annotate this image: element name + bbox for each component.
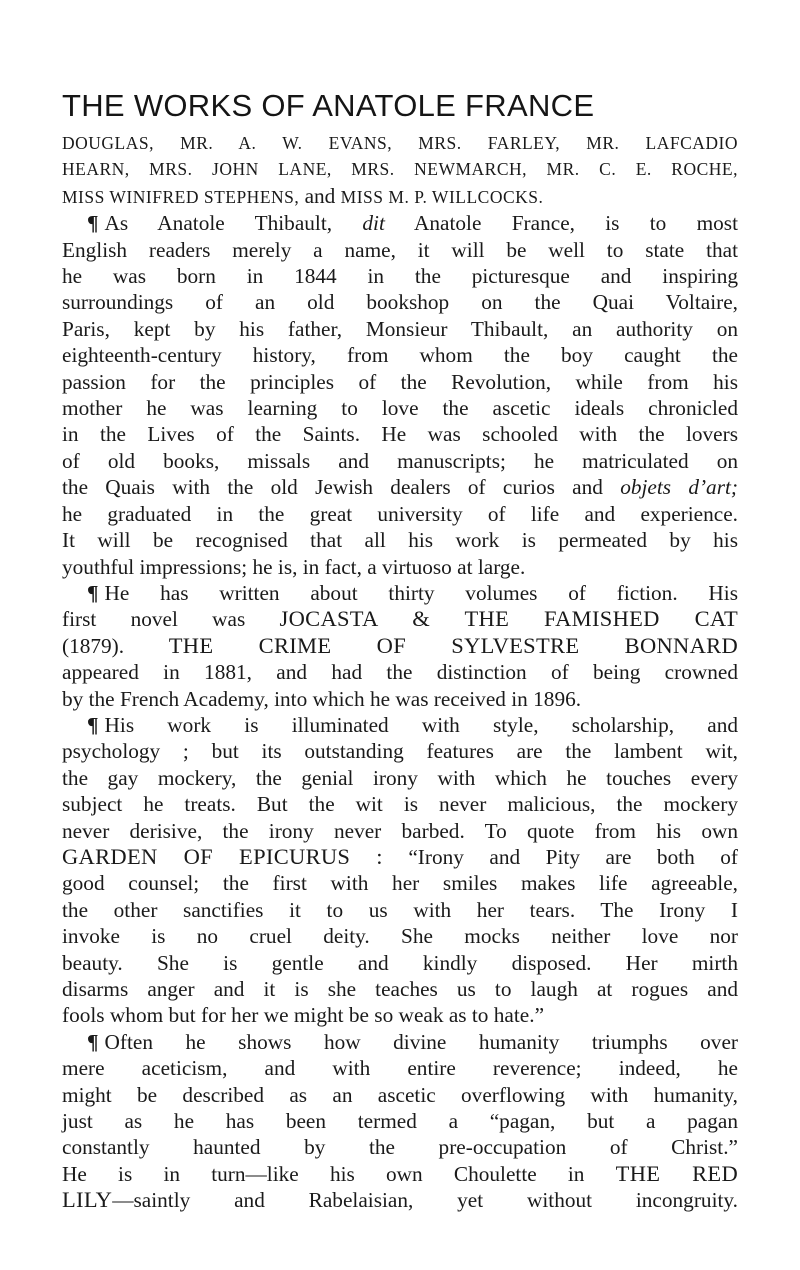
text-line bbox=[62, 183, 738, 210]
text-line: by the French Academy, into which he was received in 1896. bbox=[62, 686, 582, 711]
text-line: constantly haunted by the pre-occupation of Christ.” bbox=[62, 1135, 738, 1160]
book-title: LILY bbox=[62, 1187, 113, 1213]
text-span: the Quais with the old Jewish dealers of curios and bbox=[62, 475, 603, 500]
text-line: just as he has been termed a “pagan, but a pagan bbox=[62, 1109, 738, 1134]
text-line bbox=[62, 633, 738, 659]
paragraph-start bbox=[62, 580, 738, 606]
text-line bbox=[62, 606, 738, 632]
text-line: mother he was learning to love the ascetic ideals chronicled bbox=[62, 396, 738, 421]
text-line: never derisive, the irony never barbed. To quote from his own bbox=[62, 818, 738, 843]
text-line: HEARN, MRS. JOHN LANE, MRS. NEWMARCH, MR. C. E. ROCHE, bbox=[62, 159, 738, 180]
pilcrow-icon: ¶ bbox=[87, 1029, 99, 1054]
text-line: the gay mockery, the genial irony with which he touches every bbox=[62, 765, 738, 790]
text-span: He is in turn—like his own Choulette in bbox=[62, 1161, 585, 1186]
paragraph-start bbox=[62, 210, 738, 236]
text-line: beauty. She is gentle and kindly disposed. Her mirth bbox=[62, 950, 738, 975]
text-line: in the Lives of the Saints. He was schooled with the lovers bbox=[62, 422, 738, 447]
pilcrow-icon: ¶ bbox=[87, 712, 99, 737]
text-line: of old books, missals and manuscripts; he matriculated on bbox=[62, 448, 738, 473]
book-title: THE RED bbox=[615, 1160, 738, 1186]
pilcrow-icon: ¶ bbox=[87, 211, 99, 236]
paragraph-start bbox=[62, 1029, 738, 1055]
book-title: JOCASTA & THE FAMISHED CAT bbox=[279, 606, 738, 632]
text-line: invoke is no cruel deity. She mocks neither love nor bbox=[62, 924, 738, 949]
text-line bbox=[62, 1161, 738, 1187]
text-span: MISS M. P. WILLCOCKS. bbox=[340, 186, 544, 207]
text-line: mere aceticism, and with entire reverence; indeed, he bbox=[62, 1056, 738, 1081]
text-line: It will be recognised that all his work is permeated by his bbox=[62, 528, 738, 553]
text-line: fools whom but for her we might be so weak as to hate.” bbox=[62, 1003, 545, 1028]
text-span: ; bbox=[730, 475, 739, 500]
text-span: objets d’art bbox=[620, 475, 731, 500]
text-span: His work is illuminated with style, scholarship, and bbox=[104, 712, 738, 737]
text-span: —saintly and Rabelaisian, yet without incongruity. bbox=[112, 1188, 738, 1213]
text-line: English readers merely a name, it will be well to state that bbox=[62, 237, 738, 262]
pilcrow-icon: ¶ bbox=[87, 580, 99, 605]
text-line: might be described as an ascetic overflowing with humanity, bbox=[62, 1082, 738, 1107]
text-line: passion for the principles of the Revolution, while from his bbox=[62, 369, 738, 394]
text-line: DOUGLAS, MR. A. W. EVANS, MRS. FARLEY, MR. LAFCADIO bbox=[62, 133, 738, 153]
book-title: GARDEN OF EPICURUS : bbox=[62, 843, 383, 869]
text-line bbox=[62, 844, 738, 870]
text-span: (1879). bbox=[62, 633, 125, 658]
text-line: eighteenth-century history, from whom the boy caught the bbox=[62, 343, 738, 368]
text-span: and bbox=[304, 183, 336, 208]
text-span: He has written about thirty volumes of fiction. His bbox=[104, 580, 738, 605]
running-head: THE WORKS OF ANATOLE FRANCE bbox=[62, 88, 595, 123]
text-span: Anatole France, is to most bbox=[414, 211, 739, 236]
text-line: Paris, kept by his father, Monsieur Thibault, an authority on bbox=[62, 316, 738, 341]
text-line: subject he treats. But the wit is never malicious, the mockery bbox=[62, 792, 738, 817]
text-line: good counsel; the first with her smiles makes life agreeable, bbox=[62, 871, 738, 896]
body-text bbox=[62, 130, 738, 1214]
text-span: dit bbox=[362, 211, 385, 236]
text-span: As Anatole Thibault, bbox=[104, 211, 333, 236]
text-line: psychology ; but its outstanding features are the lambent wit, bbox=[62, 739, 738, 764]
paragraph-start bbox=[62, 712, 738, 738]
text-span: Often he shows how divine humanity triumphs over bbox=[104, 1029, 738, 1054]
text-span: “Irony and Pity are both of bbox=[408, 844, 738, 869]
book-title: THE CRIME OF SYLVESTRE BONNARD bbox=[168, 632, 738, 658]
text-line: the other sanctifies it to us with her tears. The Irony I bbox=[62, 897, 738, 922]
text-line: disarms anger and it is she teaches us to laugh at rogues and bbox=[62, 977, 738, 1001]
text-span: first novel was bbox=[62, 607, 246, 632]
text-line: surroundings of an old bookshop on the Quai Voltaire, bbox=[62, 290, 738, 315]
text-line: appeared in 1881, and had the distinction of being crowned bbox=[62, 660, 738, 685]
text-line bbox=[62, 474, 738, 500]
text-span: MISS WINIFRED STEPHENS, bbox=[62, 186, 300, 207]
text-line bbox=[62, 1187, 738, 1213]
text-line: he graduated in the great university of life and experience. bbox=[62, 501, 738, 526]
text-line: he was born in 1844 in the picturesque and inspiring bbox=[62, 264, 738, 289]
text-line: youthful impressions; he is, in fact, a virtuoso at large. bbox=[62, 554, 526, 579]
